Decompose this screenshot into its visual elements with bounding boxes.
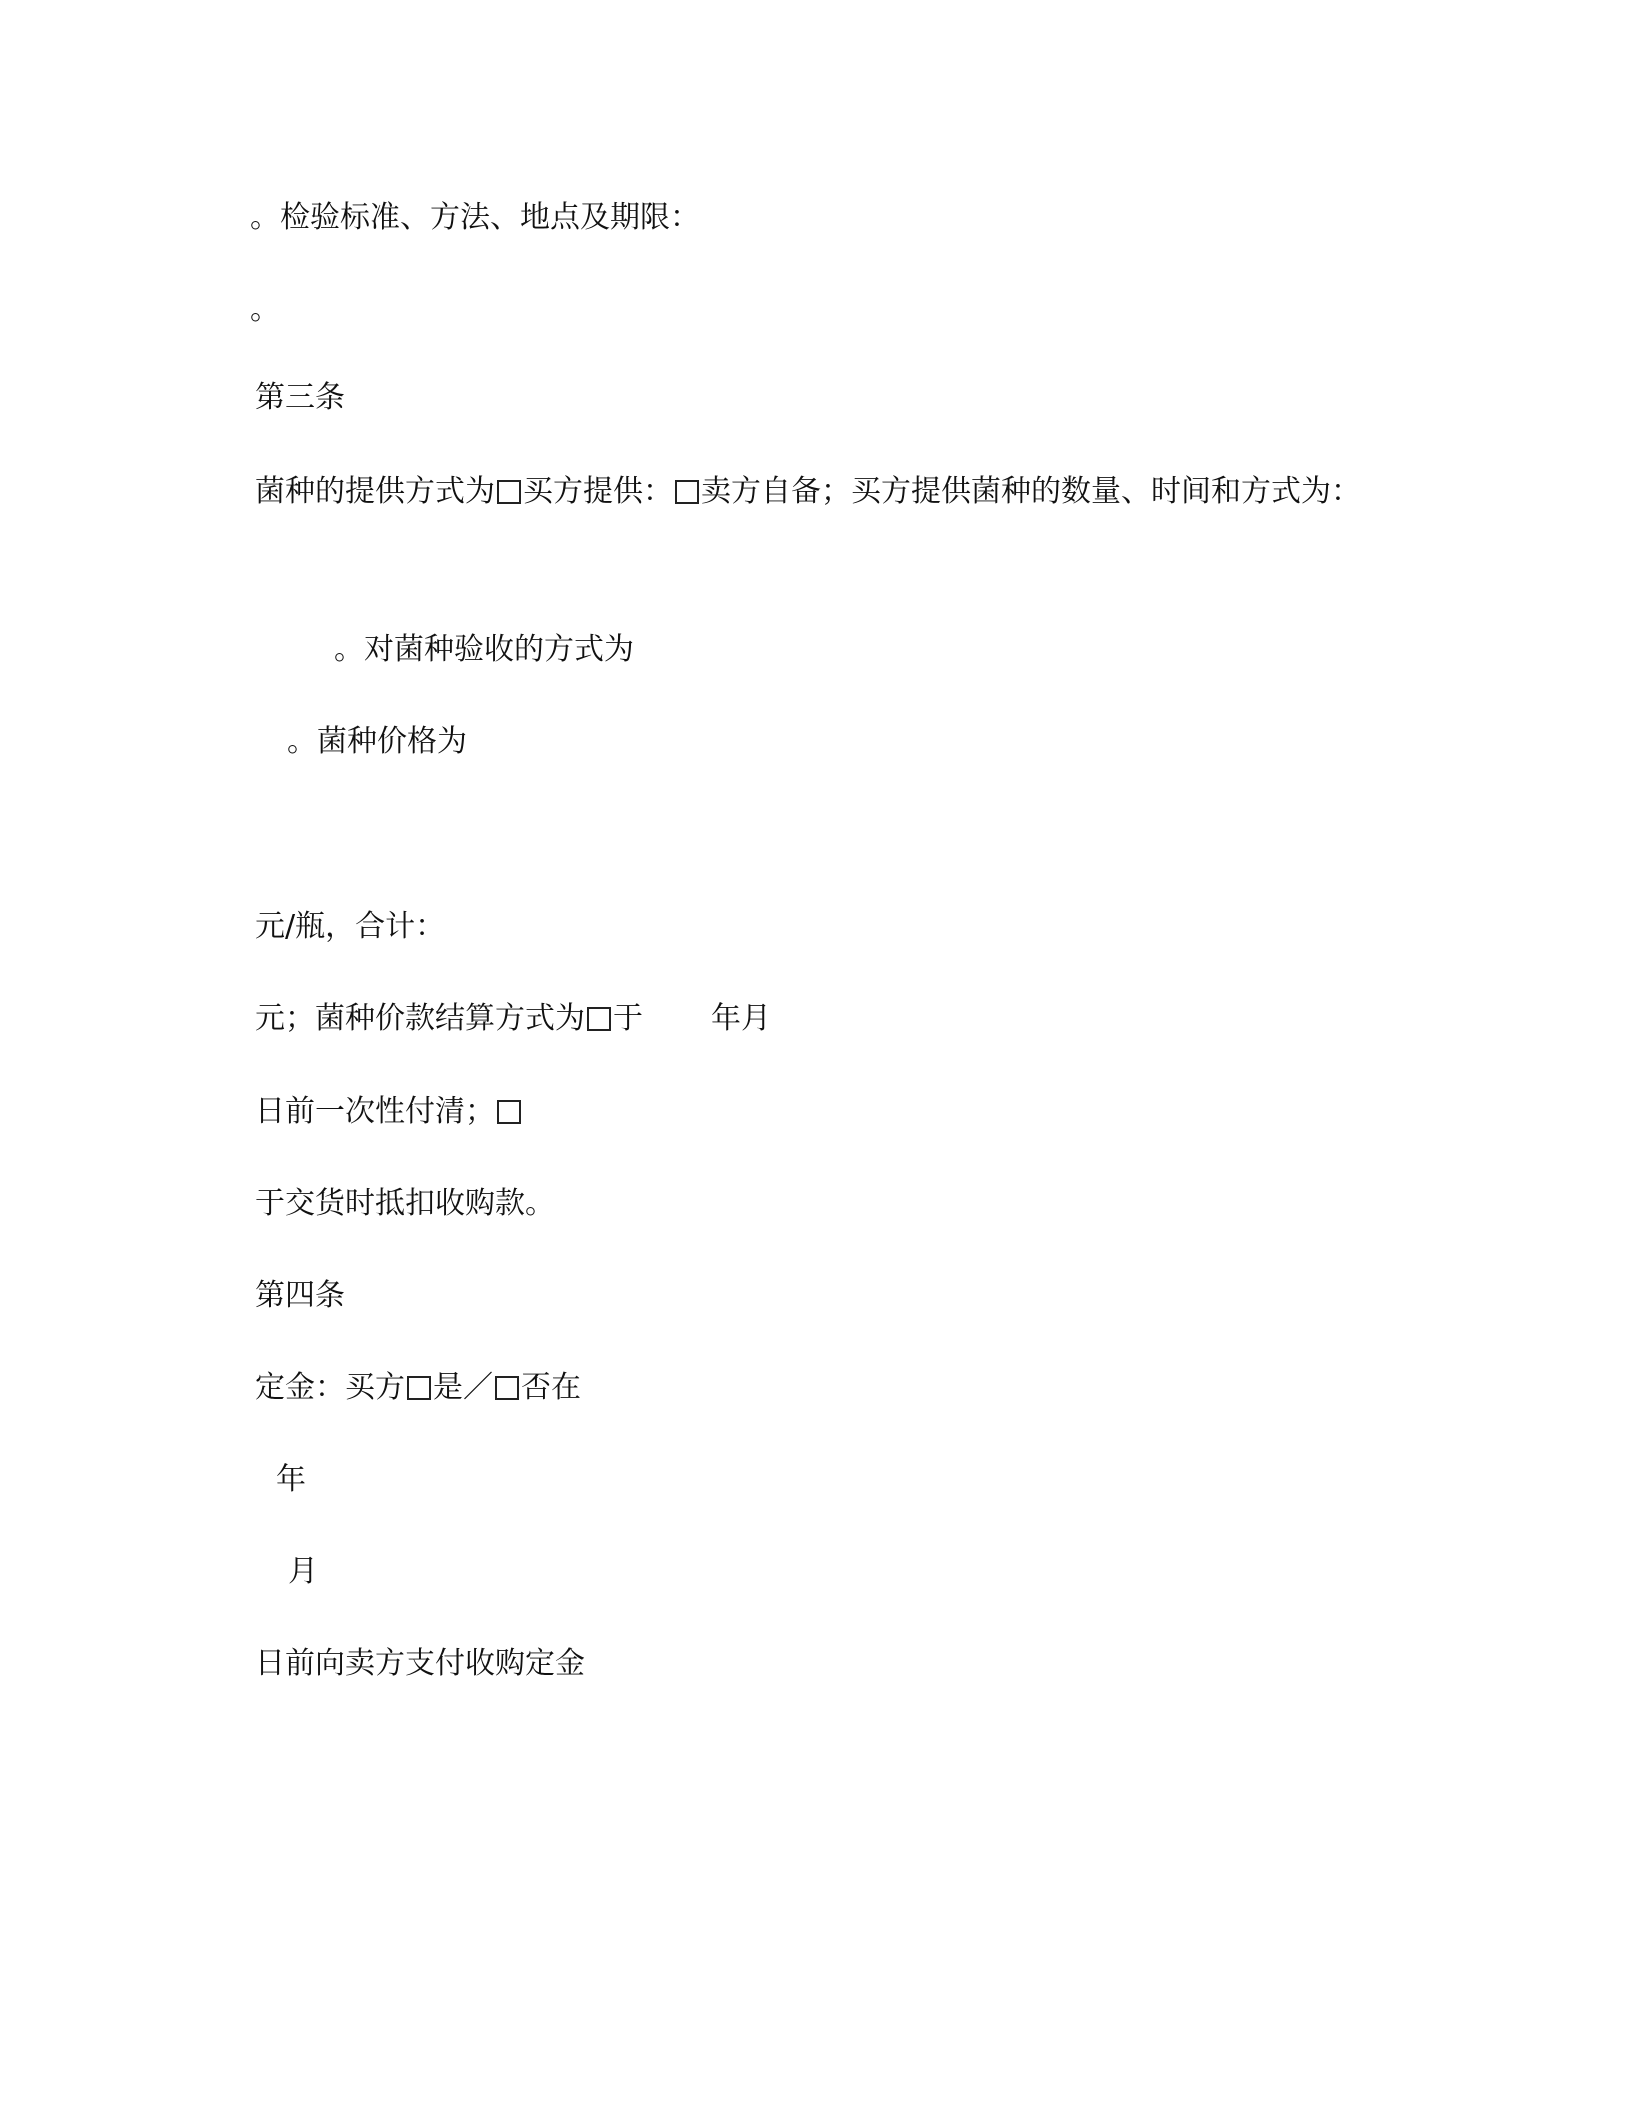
- inspection-text: 。检验标准、方法、地点及期限：: [250, 200, 700, 235]
- settlement-line: [255, 999, 771, 1039]
- acceptance-line: [334, 630, 634, 670]
- unit-price-text: 元/瓶，合计：: [255, 909, 446, 944]
- deposit-no-checkbox[interactable]: [495, 1376, 519, 1400]
- deduction-text: 于交货时抵扣收购款。: [255, 1186, 555, 1221]
- buyer-provides-checkbox[interactable]: [497, 480, 521, 504]
- deposit-payment-line: [255, 1644, 585, 1684]
- period-text: 。: [250, 292, 280, 327]
- full-payment-line: [255, 1092, 523, 1132]
- seed-provision-text-a: 菌种的提供方式为: [255, 474, 495, 509]
- lump-sum-checkbox[interactable]: [587, 1007, 611, 1031]
- deposit-yes-checkbox[interactable]: [407, 1376, 431, 1400]
- seller-provides-checkbox[interactable]: [675, 480, 699, 504]
- deposit-year-line: [276, 1460, 306, 1500]
- seed-price-text: 。菌种价格为: [287, 724, 467, 759]
- deposit-text-c: 否在: [521, 1370, 581, 1405]
- deduction-line: [255, 1184, 555, 1224]
- article-3-heading: [255, 378, 345, 418]
- period-line: [250, 290, 280, 330]
- deposit-month-line: [288, 1552, 318, 1592]
- deposit-text-a: 定金：买方: [255, 1370, 405, 1405]
- seed-provision-text-b: 买方提供：: [523, 474, 673, 509]
- unit-price-line: [255, 907, 445, 947]
- deposit-line: [255, 1368, 581, 1408]
- deposit-payment-text: 日前向卖方支付收购定金: [255, 1646, 585, 1681]
- settlement-text-a: 元；菌种价款结算方式为: [255, 1001, 585, 1036]
- inspection-line: [250, 198, 700, 238]
- full-payment-text: 日前一次性付清；: [255, 1094, 495, 1129]
- deposit-year-text: 年: [276, 1462, 306, 1497]
- article-3-title: 第三条: [255, 380, 345, 415]
- seed-provision-line: [255, 472, 1361, 512]
- deduction-checkbox[interactable]: [497, 1100, 521, 1124]
- settlement-text-c: 年月: [711, 1001, 771, 1036]
- seed-price-line: [287, 722, 467, 762]
- seed-provision-text-c: 卖方自备；买方提供菌种的数量、时间和方式为：: [701, 474, 1361, 509]
- article-4-title: 第四条: [255, 1278, 345, 1313]
- acceptance-text: 。对菌种验收的方式为: [334, 632, 634, 667]
- settlement-text-b: 于: [613, 1001, 643, 1036]
- article-4-heading: [255, 1276, 345, 1316]
- deposit-month-text: 月: [288, 1554, 318, 1589]
- deposit-text-b: 是／: [433, 1370, 493, 1405]
